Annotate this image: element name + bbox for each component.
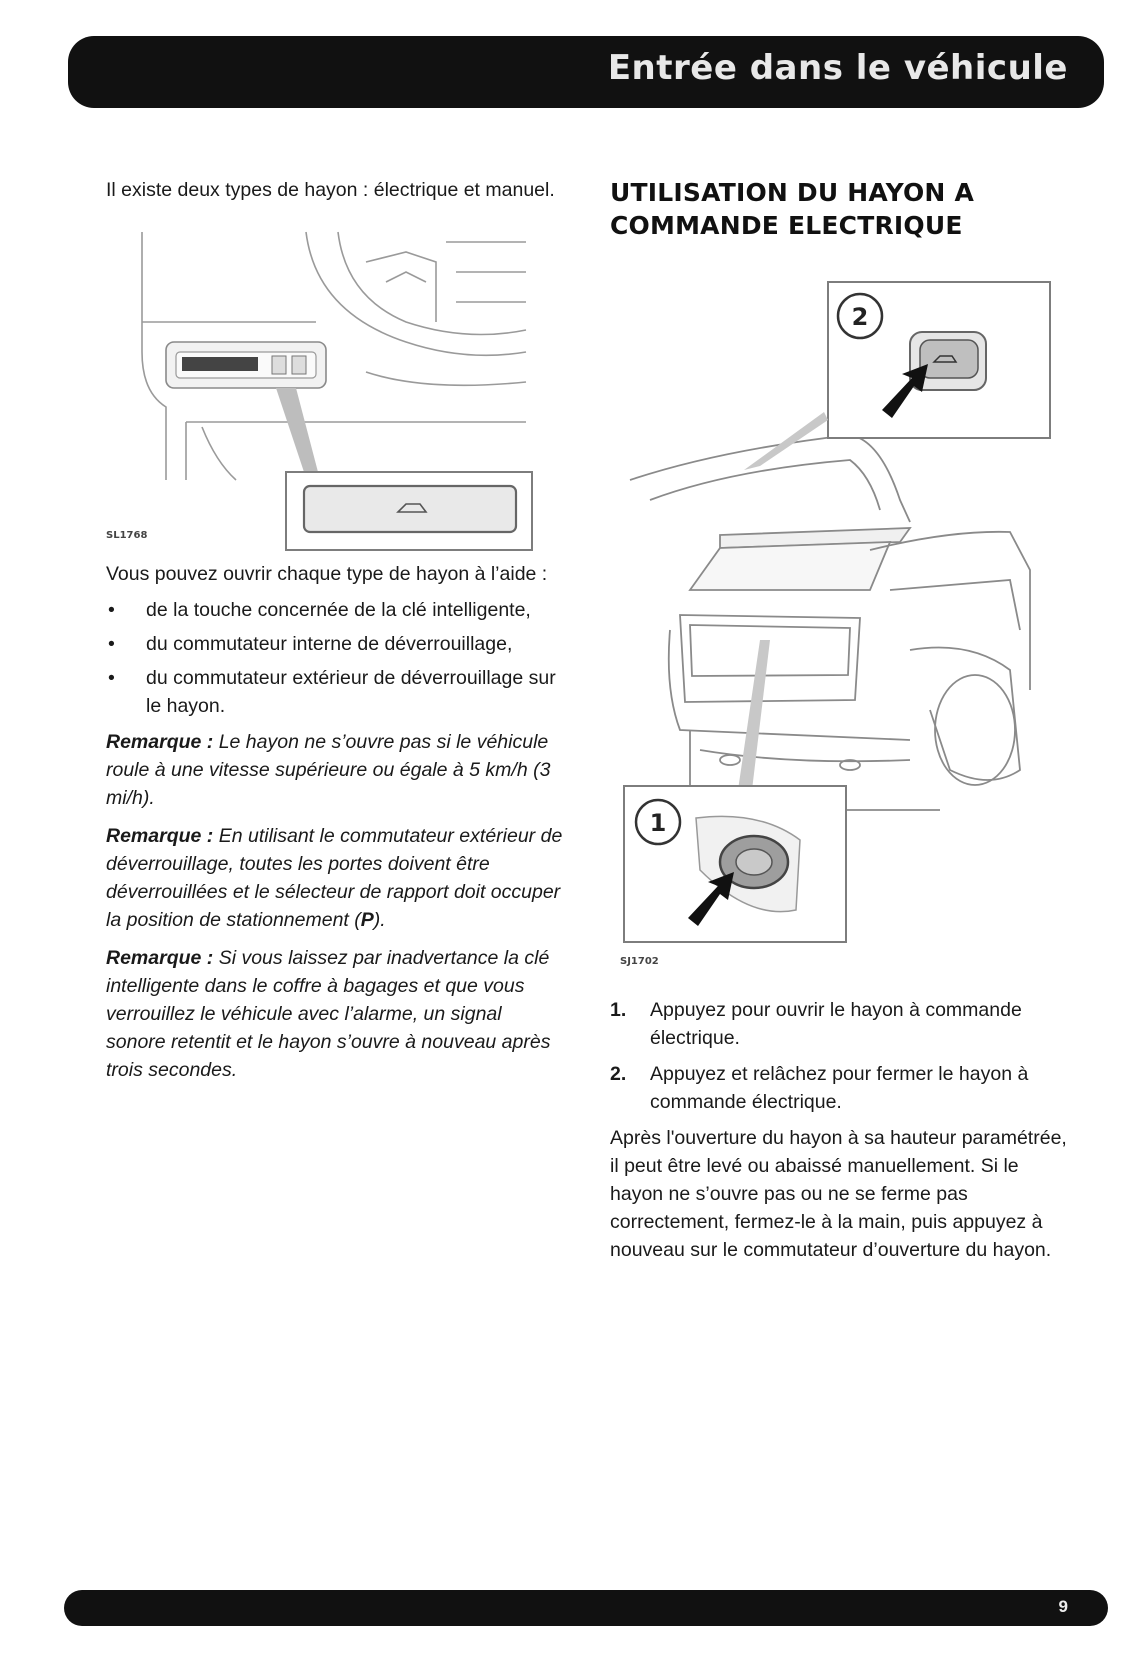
intro-text: Il existe deux types de hayon : électrique et manuel. xyxy=(106,179,555,201)
step-item xyxy=(610,1060,1070,1116)
footer-bar xyxy=(64,1590,1108,1626)
callout-2-label: 2 xyxy=(851,303,869,331)
header-bar xyxy=(68,36,1104,108)
steps-list xyxy=(610,996,1070,1116)
note-text: Le hayon ne s’ouvre pas si le véhicule roule à une vitesse supérieure ou égale à 5 km/h (3 mi/h). xyxy=(106,731,551,809)
note-label: Remarque : xyxy=(106,825,214,847)
note-text: Si vous laissez par inadvertance la clé intelligente dans le coffre à bagages et que vous verrouillez le véhicule avec l’alarme, un signal sonore retentit et le hayon s’ouvre à nouveau après trois secondes. xyxy=(106,947,551,1081)
list-item: • du commutateur interne de déverrouillage, xyxy=(106,630,566,658)
bullet-list xyxy=(106,596,566,720)
note-label: Remarque : xyxy=(106,947,214,969)
list-item: • de la touche concernée de la clé intelligente, xyxy=(106,596,566,624)
step-text: Appuyez et relâchez pour fermer le hayon à commande électrique. xyxy=(650,1063,1029,1113)
note xyxy=(106,728,566,812)
list-item: • du commutateur extérieur de déverrouillage sur le hayon. xyxy=(106,664,566,720)
note-text-end: ). xyxy=(373,909,386,931)
step-item xyxy=(610,996,1070,1052)
step-text: Appuyez pour ouvrir le hayon à commande électrique. xyxy=(650,999,1022,1049)
tailgate-drawing xyxy=(610,270,1070,980)
page-number: 9 xyxy=(1058,1597,1068,1616)
note-label: Remarque : xyxy=(106,731,214,753)
note xyxy=(106,944,566,1084)
right-column xyxy=(610,176,1070,1272)
note-emphasis: P xyxy=(360,909,374,931)
step-number: 2. xyxy=(610,1063,627,1085)
switch-panel-illustration xyxy=(106,222,566,552)
callout-1-label: 1 xyxy=(649,809,667,837)
closing-paragraph: Après l'ouverture du hayon à sa hauteur paramétrée, il peut être levé ou abaissé manuellement. Si le hayon ne s’ouvre pas ou ne se ferme pas correctement, fermez-le à la main, puis appuyez à nouveau sur le commutateur d’ouverture du hayon. xyxy=(610,1127,1067,1261)
section-title: UTILISATION DU HAYON A COMMANDE ELECTRIQUE xyxy=(610,178,975,240)
step-number: 1. xyxy=(610,999,627,1021)
left-column xyxy=(106,176,566,1094)
figure-code: SJ1702 xyxy=(620,956,659,967)
tailgate-illustration xyxy=(610,270,1070,980)
figure-code: SL1768 xyxy=(106,530,148,541)
page-title: Entrée dans le véhicule xyxy=(607,48,1068,88)
switch-panel-drawing xyxy=(106,222,566,552)
note-text: En utilisant le commutateur extérieur de déverrouillage, toutes les portes doivent être déverrouillées et le sélecteur de rapport doit occuper la position de stationnement ( xyxy=(106,825,563,931)
open-intro: Vous pouvez ouvrir chaque type de hayon à l’aide : xyxy=(106,563,548,585)
note xyxy=(106,822,566,934)
